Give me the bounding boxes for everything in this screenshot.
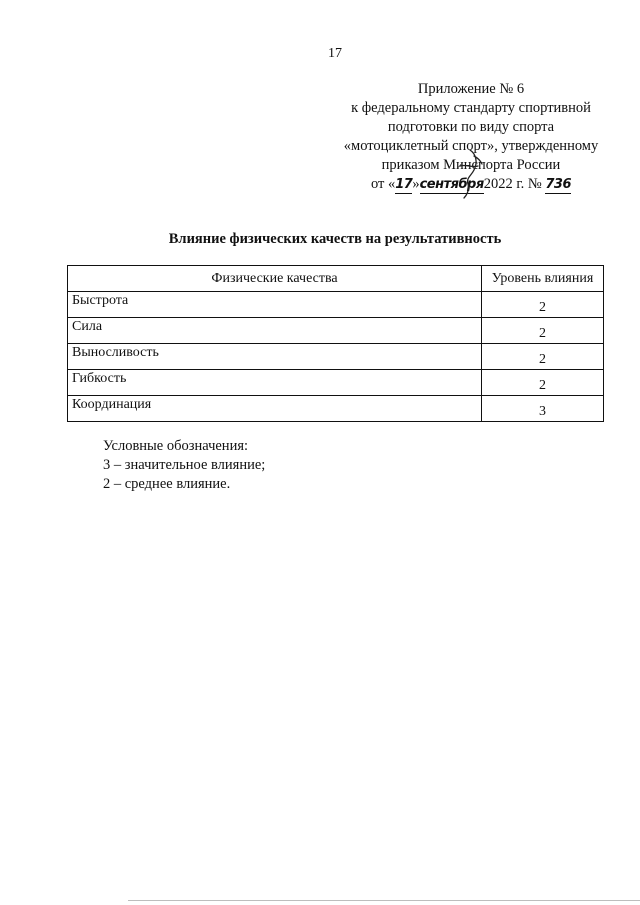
legend-item-3: 3 – значительное влияние;: [103, 457, 266, 473]
date-year: 2022 г. №: [483, 176, 542, 192]
appendix-line-3: подготовки по виду спорта: [387, 119, 555, 135]
quality-level: 3: [482, 396, 604, 422]
date-mid: »: [412, 176, 420, 192]
appendix-line-4: «мотоциклетный спорт», утвержденному: [343, 138, 599, 154]
quality-level: 2: [482, 344, 604, 370]
quality-name: Быстрота: [68, 292, 482, 318]
scan-edge-line: [128, 900, 640, 901]
header-quality: Физические качества: [68, 266, 482, 292]
table-row: [68, 292, 604, 318]
document-title: Влияние физических качеств на результативность: [168, 231, 502, 247]
quality-level: 2: [482, 370, 604, 396]
quality-name: Выносливость: [68, 344, 482, 370]
table-header-row: [68, 266, 604, 292]
appendix-line-2: к федеральному стандарту спортивной: [351, 100, 591, 116]
date-month: сентября: [419, 177, 484, 192]
table-row: [68, 370, 604, 396]
signature: [452, 148, 492, 200]
table-row: [68, 318, 604, 344]
quality-name: Гибкость: [68, 370, 482, 396]
quality-level: 2: [482, 292, 604, 318]
legend: [103, 437, 265, 494]
quality-name: Координация: [68, 396, 482, 422]
quality-name: Сила: [68, 318, 482, 344]
table-row: [68, 396, 604, 422]
date-prefix: от «: [370, 176, 396, 192]
page-number: 17: [328, 46, 342, 61]
order-number: 736: [545, 177, 572, 192]
appendix-line-1: Приложение № 6: [417, 81, 525, 97]
header-level: Уровень влияния: [482, 266, 604, 292]
appendix-line-5: приказом Минспорта России: [381, 157, 561, 173]
legend-item-2: 2 – среднее влияние.: [103, 476, 231, 492]
legend-heading: Условные обозначения:: [103, 438, 249, 454]
qualities-table: [67, 265, 604, 422]
quality-level: 2: [482, 318, 604, 344]
date-day: 17: [395, 177, 413, 192]
table-row: [68, 344, 604, 370]
